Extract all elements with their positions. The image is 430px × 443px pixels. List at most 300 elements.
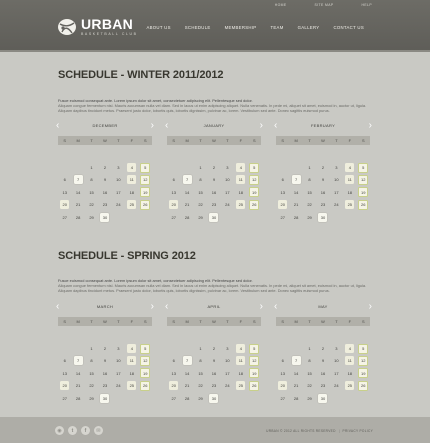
calendar-day[interactable]	[316, 392, 329, 404]
calendar-day[interactable]	[289, 380, 302, 392]
calendar-day[interactable]	[234, 161, 247, 173]
calendar-day	[85, 149, 98, 161]
footer-copyright	[266, 429, 373, 433]
calendar-day[interactable]	[276, 211, 289, 223]
calendar-day[interactable]	[98, 161, 111, 173]
calendar-row-winter	[58, 122, 370, 223]
calendar-day[interactable]	[85, 186, 98, 198]
day-number: 9	[103, 358, 107, 364]
calendar-day	[316, 149, 329, 161]
calendar-day[interactable]	[58, 380, 71, 392]
calendar-day[interactable]	[58, 355, 71, 367]
day-number: 9	[103, 177, 107, 183]
calendar-day[interactable]	[221, 380, 234, 392]
calendar-day[interactable]	[303, 342, 316, 354]
calendar-day[interactable]	[58, 211, 71, 223]
weekday-label: S	[361, 319, 365, 324]
calendar-day[interactable]	[71, 199, 84, 211]
nav-item-team[interactable]: TEAM	[270, 25, 284, 30]
calendar-day[interactable]	[330, 186, 343, 198]
weekday-label: S	[252, 319, 256, 324]
day-number: 30	[209, 394, 218, 403]
calendar-day[interactable]	[98, 392, 111, 404]
day-number	[169, 332, 178, 341]
calendar-day[interactable]	[71, 186, 84, 198]
day-number	[359, 332, 368, 341]
calendar-day[interactable]	[343, 186, 356, 198]
calendar-day	[276, 342, 289, 354]
calendar-day	[221, 211, 234, 223]
privacy-policy-link[interactable]: PRIVACY POLICY	[342, 429, 373, 433]
calendar-day[interactable]	[167, 355, 180, 367]
calendar-day[interactable]	[112, 186, 125, 198]
calendar-day[interactable]	[112, 342, 125, 354]
calendar-day[interactable]	[316, 199, 329, 211]
calendar-day[interactable]	[167, 392, 180, 404]
day-number: 17	[334, 189, 339, 195]
day-number	[250, 213, 259, 222]
calendar-day[interactable]	[125, 161, 138, 173]
calendar-day[interactable]	[248, 355, 261, 367]
calendar-day[interactable]	[194, 367, 207, 379]
calendar-day[interactable]	[357, 342, 370, 354]
calendar-day[interactable]	[112, 174, 125, 186]
calendar-day[interactable]	[343, 174, 356, 186]
day-number: 13	[171, 370, 176, 376]
rss-icon[interactable]: ◉	[55, 426, 64, 435]
calendar-day[interactable]	[85, 161, 98, 173]
calendar-day[interactable]	[85, 199, 98, 211]
calendar-day[interactable]	[357, 161, 370, 173]
calendar-day[interactable]	[98, 380, 111, 392]
day-number: 23	[102, 202, 108, 208]
day-number: 15	[89, 189, 94, 195]
nav-item-gallery[interactable]: GALLERY	[297, 25, 320, 30]
calendar-day[interactable]	[234, 342, 247, 354]
calendar-day[interactable]	[207, 367, 220, 379]
calendar-day	[139, 211, 152, 223]
calendar-day[interactable]	[71, 392, 84, 404]
day-number	[236, 394, 245, 403]
day-number: 2	[321, 165, 325, 171]
calendar-day[interactable]	[207, 355, 220, 367]
calendar-day	[112, 211, 125, 223]
calendar-day[interactable]	[276, 380, 289, 392]
prev-month-button[interactable]: ‹	[56, 120, 60, 131]
calendar-day[interactable]	[289, 392, 302, 404]
day-number: 26	[140, 200, 150, 210]
calendar-day[interactable]	[248, 174, 261, 186]
twitter-icon[interactable]: t	[68, 426, 77, 435]
calendar-day[interactable]	[207, 161, 220, 173]
day-number: 20	[278, 381, 287, 390]
calendar-day[interactable]	[303, 174, 316, 186]
weekday-label: W	[103, 319, 107, 324]
day-number: 20	[60, 200, 69, 209]
calendar-day[interactable]	[125, 367, 138, 379]
calendar-day[interactable]	[330, 199, 343, 211]
day-number: 29	[198, 395, 203, 401]
calendar-day[interactable]	[303, 161, 316, 173]
calendar-day[interactable]	[357, 174, 370, 186]
calendar-day[interactable]	[303, 211, 316, 223]
day-number: 10	[116, 358, 121, 364]
calendar-day[interactable]	[248, 186, 261, 198]
calendar-day[interactable]	[139, 186, 152, 198]
calendar-day[interactable]	[180, 380, 193, 392]
calendar-day[interactable]	[112, 199, 125, 211]
calendar-day[interactable]	[180, 367, 193, 379]
day-number: 16	[211, 370, 217, 376]
calendar-day[interactable]	[316, 355, 329, 367]
calendar-day[interactable]	[207, 186, 220, 198]
day-number: 3	[226, 165, 229, 171]
calendar-day[interactable]	[125, 355, 138, 367]
calendar-day[interactable]	[276, 199, 289, 211]
calendar-day[interactable]	[167, 186, 180, 198]
calendar-day[interactable]	[98, 367, 111, 379]
next-month-button[interactable]: ›	[150, 120, 154, 131]
calendar-day[interactable]	[98, 342, 111, 354]
weekday-label: T	[226, 319, 229, 324]
calendar-day[interactable]	[194, 392, 207, 404]
weekday-label: S	[281, 138, 285, 143]
calendar-day[interactable]	[234, 355, 247, 367]
calendar-day[interactable]	[194, 355, 207, 367]
calendar	[167, 303, 261, 404]
calendar-day[interactable]	[234, 367, 247, 379]
prev-month-button[interactable]: ‹	[274, 120, 278, 131]
next-month-button[interactable]: ›	[150, 301, 154, 312]
calendar-day[interactable]	[180, 392, 193, 404]
calendar-day	[207, 149, 220, 161]
weekday-header	[276, 136, 370, 145]
calendar-day[interactable]	[167, 199, 180, 211]
calendar-day[interactable]	[125, 380, 138, 392]
prev-month-button[interactable]: ‹	[274, 301, 278, 312]
calendar-day[interactable]	[330, 161, 343, 173]
calendar-day[interactable]	[343, 355, 356, 367]
calendar-day[interactable]	[58, 392, 71, 404]
calendar-day[interactable]	[139, 380, 152, 392]
calendar-day[interactable]	[71, 174, 84, 186]
calendar-day[interactable]	[207, 392, 220, 404]
calendar-day[interactable]	[194, 174, 207, 186]
calendar-day[interactable]	[58, 186, 71, 198]
calendar-day[interactable]	[234, 186, 247, 198]
weekday-label: T	[335, 319, 338, 324]
calendar-day[interactable]	[98, 355, 111, 367]
day-number: 23	[211, 202, 217, 208]
calendar-day[interactable]	[125, 186, 138, 198]
prev-month-button[interactable]: ‹	[165, 301, 169, 312]
day-number: 19	[140, 187, 150, 197]
logo[interactable]	[57, 17, 138, 36]
day-number: 19	[358, 368, 368, 378]
day-number: 27	[62, 214, 67, 220]
calendar-day[interactable]	[207, 211, 220, 223]
calendar-day[interactable]	[221, 342, 234, 354]
calendar-day[interactable]	[194, 199, 207, 211]
next-month-button[interactable]: ›	[259, 301, 263, 312]
social-links	[55, 426, 103, 435]
calendar-day[interactable]	[289, 174, 302, 186]
calendar-day[interactable]	[343, 342, 356, 354]
calendar-day[interactable]	[139, 161, 152, 173]
calendar-day[interactable]	[71, 367, 84, 379]
day-number: 28	[75, 395, 81, 401]
calendar-day[interactable]	[207, 342, 220, 354]
weekday-header	[167, 317, 261, 326]
calendar-day[interactable]	[167, 211, 180, 223]
calendar-day[interactable]	[248, 342, 261, 354]
day-number: 7	[183, 175, 192, 184]
calendar-day[interactable]	[98, 186, 111, 198]
calendar-day	[357, 149, 370, 161]
calendar-day	[330, 392, 343, 404]
calendar-day[interactable]	[207, 380, 220, 392]
calendar-day[interactable]	[58, 367, 71, 379]
next-month-button[interactable]: ›	[259, 120, 263, 131]
calendar-day[interactable]	[234, 199, 247, 211]
calendar-day[interactable]	[71, 380, 84, 392]
calendar-day[interactable]	[330, 174, 343, 186]
day-number	[60, 151, 69, 160]
calendar-day[interactable]	[330, 342, 343, 354]
day-number: 4	[345, 344, 354, 353]
calendar-day[interactable]	[248, 367, 261, 379]
nav-item-contact-us[interactable]: CONTACT US	[333, 25, 364, 30]
calendar-day[interactable]	[180, 174, 193, 186]
calendar-day[interactable]	[194, 211, 207, 223]
calendar-day[interactable]	[139, 355, 152, 367]
day-number: 27	[280, 395, 285, 401]
day-number: 15	[198, 189, 203, 195]
day-number: 1	[199, 346, 202, 352]
day-number: 28	[293, 395, 299, 401]
calendar-day[interactable]	[357, 355, 370, 367]
calendar-day[interactable]	[139, 174, 152, 186]
day-number: 14	[184, 189, 190, 195]
prev-month-button[interactable]: ‹	[56, 301, 60, 312]
calendar-day[interactable]	[112, 355, 125, 367]
calendar-day[interactable]	[316, 186, 329, 198]
calendar-day[interactable]	[139, 342, 152, 354]
calendar-day[interactable]	[85, 174, 98, 186]
calendar-day[interactable]	[180, 211, 193, 223]
calendar-day[interactable]	[289, 355, 302, 367]
day-number	[223, 151, 232, 160]
calendar-day[interactable]	[276, 186, 289, 198]
calendar-day	[167, 342, 180, 354]
calendar-day[interactable]	[180, 199, 193, 211]
nav-item-about-us[interactable]: ABOUT US	[146, 25, 171, 30]
facebook-icon[interactable]: f	[81, 426, 90, 435]
calendar-day[interactable]	[194, 186, 207, 198]
day-number: 19	[249, 368, 259, 378]
calendar-day[interactable]	[85, 355, 98, 367]
calendar-day[interactable]	[234, 174, 247, 186]
day-number: 25	[345, 200, 354, 209]
calendar-day	[112, 330, 125, 342]
day-number	[332, 332, 341, 341]
calendar-day	[71, 342, 84, 354]
calendar-day[interactable]	[207, 199, 220, 211]
calendar-day[interactable]	[112, 161, 125, 173]
day-number	[318, 151, 327, 160]
calendar-day[interactable]	[85, 392, 98, 404]
calendar-day[interactable]	[194, 161, 207, 173]
weekday-label: T	[308, 138, 311, 143]
calendar-day[interactable]	[303, 380, 316, 392]
nav-item-membership[interactable]: MEMBERSHIP	[224, 25, 257, 30]
calendar-day[interactable]	[234, 380, 247, 392]
email-icon[interactable]: ✉	[94, 426, 103, 435]
calendar-day[interactable]	[357, 367, 370, 379]
calendar-day[interactable]	[343, 161, 356, 173]
weekday-label: T	[90, 319, 93, 324]
calendar-day[interactable]	[194, 342, 207, 354]
calendar-day[interactable]	[221, 355, 234, 367]
calendar-day	[180, 330, 193, 342]
calendar-day[interactable]	[167, 367, 180, 379]
calendar-day[interactable]	[303, 367, 316, 379]
calendar-day[interactable]	[180, 186, 193, 198]
calendar-day[interactable]	[316, 161, 329, 173]
calendar-day[interactable]	[316, 367, 329, 379]
weekday-label: S	[281, 319, 285, 324]
calendar-day[interactable]	[276, 355, 289, 367]
calendar-day[interactable]	[71, 211, 84, 223]
calendar-day[interactable]	[248, 161, 261, 173]
calendar-day[interactable]	[194, 380, 207, 392]
day-number	[183, 332, 192, 341]
calendar-day[interactable]	[98, 199, 111, 211]
day-number	[278, 332, 287, 341]
prev-month-button[interactable]: ‹	[165, 120, 169, 131]
calendar-day[interactable]	[125, 199, 138, 211]
calendar-day[interactable]	[207, 174, 220, 186]
calendar-day[interactable]	[98, 211, 111, 223]
day-number	[127, 213, 136, 222]
weekday-label: T	[308, 319, 311, 324]
calendar-day[interactable]	[125, 342, 138, 354]
calendar-day	[343, 149, 356, 161]
calendar-day[interactable]	[248, 380, 261, 392]
calendar	[167, 122, 261, 223]
calendar-day[interactable]	[343, 199, 356, 211]
calendar-day[interactable]	[167, 380, 180, 392]
calendar-day[interactable]	[221, 174, 234, 186]
day-number: 8	[199, 358, 202, 364]
calendar-day[interactable]	[316, 380, 329, 392]
calendar-day[interactable]	[303, 199, 316, 211]
calendar-day[interactable]	[330, 367, 343, 379]
calendar-day[interactable]	[139, 367, 152, 379]
calendar-day[interactable]	[276, 367, 289, 379]
day-number: 22	[198, 202, 203, 208]
day-number: 16	[102, 370, 108, 376]
day-number: 3	[335, 165, 338, 171]
calendar-day	[180, 149, 193, 161]
utility-link-help[interactable]: HELP	[361, 3, 372, 7]
calendar-day[interactable]	[316, 211, 329, 223]
calendar-day[interactable]	[58, 199, 71, 211]
next-month-button[interactable]: ›	[368, 301, 372, 312]
calendar-day	[276, 330, 289, 342]
calendar-day[interactable]	[276, 174, 289, 186]
calendar-day[interactable]	[357, 186, 370, 198]
calendar-day[interactable]	[316, 342, 329, 354]
calendar-day	[234, 392, 247, 404]
day-number: 2	[103, 346, 107, 352]
day-number: 9	[321, 358, 325, 364]
calendar-day[interactable]	[180, 355, 193, 367]
calendar-day[interactable]	[316, 174, 329, 186]
calendar-day[interactable]	[357, 380, 370, 392]
day-number: 24	[334, 202, 339, 208]
calendar-day[interactable]	[289, 199, 302, 211]
calendar-day[interactable]	[221, 161, 234, 173]
day-number: 25	[236, 200, 245, 209]
day-number: 21	[293, 383, 299, 389]
calendar-day[interactable]	[112, 380, 125, 392]
next-month-button[interactable]: ›	[368, 120, 372, 131]
calendar-day[interactable]	[303, 355, 316, 367]
calendar-day[interactable]	[276, 392, 289, 404]
day-number: 27	[62, 395, 67, 401]
day-number: 20	[60, 381, 69, 390]
calendar-day[interactable]	[221, 199, 234, 211]
calendar-day[interactable]	[85, 380, 98, 392]
calendar-day[interactable]	[303, 392, 316, 404]
utility-link-site-map[interactable]: SITE MAP	[314, 3, 334, 7]
calendar-day[interactable]	[112, 367, 125, 379]
calendar-day[interactable]	[221, 186, 234, 198]
nav-item-schedule[interactable]: SCHEDULE	[184, 25, 211, 30]
calendar-day[interactable]	[303, 186, 316, 198]
calendar-day[interactable]	[343, 367, 356, 379]
calendar-day[interactable]	[289, 186, 302, 198]
calendar-day[interactable]	[85, 211, 98, 223]
day-number: 13	[171, 189, 176, 195]
calendar-day[interactable]	[71, 355, 84, 367]
day-number: 27	[280, 214, 285, 220]
calendar-day[interactable]	[289, 367, 302, 379]
day-number: 22	[307, 383, 312, 389]
day-number	[141, 213, 150, 222]
day-number: 30	[318, 213, 327, 222]
calendar-day[interactable]	[85, 367, 98, 379]
calendar-day[interactable]	[139, 199, 152, 211]
calendar-day[interactable]	[357, 199, 370, 211]
day-number	[332, 151, 341, 160]
calendar-day[interactable]	[125, 174, 138, 186]
calendar-day[interactable]	[330, 380, 343, 392]
calendar-day[interactable]	[343, 380, 356, 392]
calendar-day	[234, 330, 247, 342]
calendar-day[interactable]	[58, 174, 71, 186]
calendar-day[interactable]	[248, 199, 261, 211]
calendar-day[interactable]	[85, 342, 98, 354]
utility-link-home[interactable]: HOME	[274, 3, 287, 7]
calendar-day[interactable]	[167, 174, 180, 186]
copyright-text: URBAN © 2012 ALL RIGHTS RESERVED	[266, 429, 336, 433]
calendar-day[interactable]	[98, 174, 111, 186]
calendar-day[interactable]	[289, 211, 302, 223]
calendar-day[interactable]	[330, 355, 343, 367]
calendar-day[interactable]	[221, 367, 234, 379]
